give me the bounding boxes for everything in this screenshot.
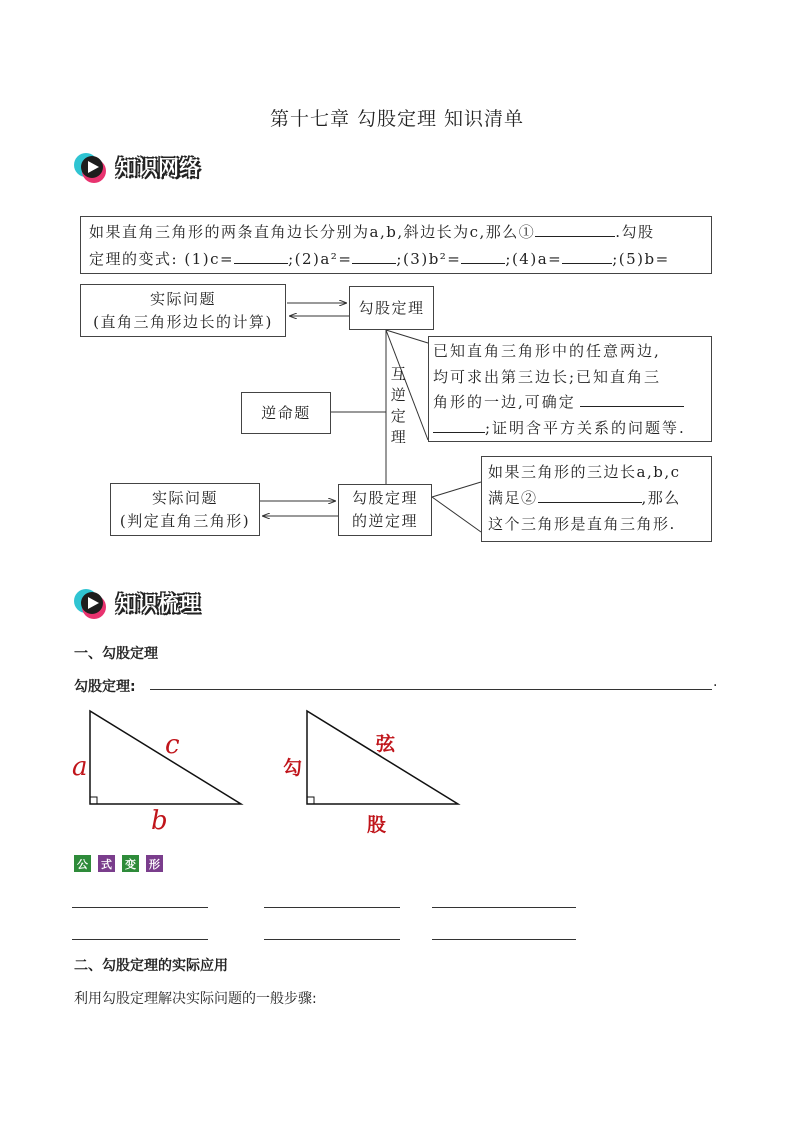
banner-title: 知识梳理 [116, 592, 200, 616]
info-line: 如果三角形的三边长a,b,c [488, 463, 681, 481]
info-line: 已知直角三角形中的任意两边, [433, 342, 661, 360]
practical-detail: (判定直角三角形) [119, 511, 251, 530]
page-title: 第十七章 勾股定理 知识清单 [269, 108, 525, 130]
blank-4[interactable] [433, 417, 485, 433]
section-2-heading: 二、勾股定理的实际应用 [74, 958, 228, 974]
char: 逆 [390, 386, 408, 404]
formula-answer-line[interactable] [264, 939, 400, 940]
play-logo-icon [72, 583, 112, 623]
variant-2: ;(2)a²= [288, 250, 353, 268]
xian-label: 弦 [376, 733, 396, 755]
info-line: 这个三角形是直角三角形. [488, 515, 676, 533]
converse-line: 勾股定理 [351, 489, 418, 507]
theorem-label: 勾股定理 [358, 299, 425, 317]
info-text: 角形的一边,可确定 [433, 393, 576, 411]
converse-proposition-box [241, 392, 331, 434]
info-line: 均可求出第三边长;已知直角三 [433, 367, 662, 386]
theorem-label: 勾股定理: [74, 679, 136, 695]
info-line [433, 416, 707, 442]
practical-detail: (直角三角形边长的计算) [93, 312, 273, 331]
formula-tag: 变 [122, 855, 139, 872]
side-c-label: c [165, 730, 180, 760]
practical-problem-judge-box [110, 483, 260, 536]
gou-label: 勾 [283, 757, 303, 779]
practical-label: 实际问题 [149, 289, 216, 308]
formula-answer-line[interactable] [72, 939, 208, 940]
char: 互 [390, 365, 408, 383]
variant-5: ;(5)b= [612, 250, 670, 268]
formula-answer-line[interactable] [432, 939, 576, 940]
converse-line: 的逆定理 [351, 512, 418, 530]
info-text: ,那么 [641, 489, 681, 507]
info-line [433, 390, 707, 416]
theorem-end-period: . [713, 674, 718, 690]
formula-answer-line[interactable] [264, 907, 400, 908]
theorem-box [349, 286, 434, 330]
blank-2[interactable] [538, 487, 642, 503]
definition-text: 如果直角三角形的两条直角边长分别为a,b,斜边长为c,那么① [89, 223, 536, 241]
formula-answer-line[interactable] [432, 907, 576, 908]
definition-suffix: .勾股 [615, 223, 655, 241]
formula-tag: 形 [146, 855, 163, 872]
gu-label: 股 [367, 814, 387, 836]
banner-knowledge-review [72, 583, 200, 623]
triangle-gougu-figure [305, 708, 465, 808]
info-text: 满足② [488, 489, 538, 507]
formula-tag: 公 [74, 855, 91, 872]
converse-condition-box [481, 456, 712, 542]
info-line [488, 485, 705, 511]
formula-variant-tags [74, 855, 163, 872]
variant-3: ;(3)b²= [396, 250, 462, 268]
theorem-answer-line[interactable] [150, 689, 712, 690]
formula-answer-line[interactable] [72, 907, 208, 908]
formula-tag: 式 [98, 855, 115, 872]
practical-problem-calc-box [80, 284, 286, 337]
converse-prop-label: 逆命题 [261, 404, 311, 422]
variant-4: ;(4)a= [505, 250, 563, 268]
section-1-heading: 一、勾股定理 [74, 646, 158, 662]
side-b-label: b [151, 806, 168, 836]
char: 定 [390, 407, 408, 425]
char: 理 [390, 428, 408, 446]
theorem-application-box [428, 336, 712, 442]
variant-1: (1)c= [184, 250, 235, 268]
converse-theorem-box [338, 484, 432, 536]
section-2-text: 利用勾股定理解决实际问题的一般步骤: [74, 991, 317, 1007]
practical-label: 实际问题 [151, 488, 218, 507]
side-a-label: a [72, 752, 88, 782]
variants-label: 定理的变式: [89, 250, 179, 268]
banner-title: 知识网络 [116, 156, 200, 180]
mutual-inverse-label [390, 364, 408, 448]
blank-3[interactable] [580, 391, 684, 407]
info-text: ;证明含平方关系的问题等. [485, 418, 686, 437]
